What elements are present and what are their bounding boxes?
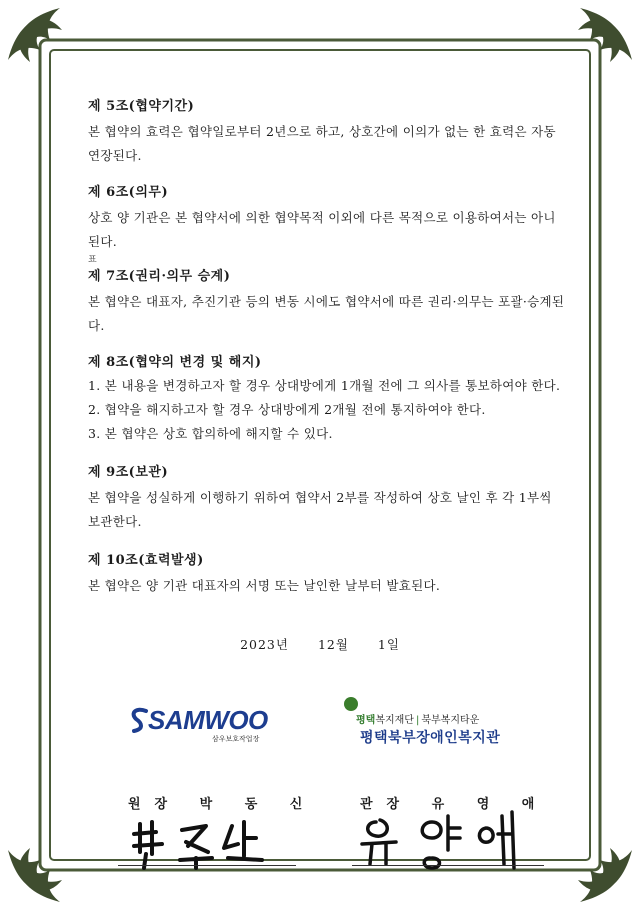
article-9 (88, 462, 568, 534)
date-year: 2023년 (240, 637, 289, 652)
left-signature-line (118, 865, 296, 866)
left-handwritten-signature (126, 812, 296, 872)
samwoo-logo-subtitle: 삼우보호작업장 (212, 735, 260, 743)
article-item: 1. 본 내용을 변경하고자 할 경우 상대방에게 1개월 전에 그 의사를 통보하여야 한다. (88, 378, 561, 393)
article-item: 2. 협약을 해지하고자 할 경우 상대방에게 2개월 전에 통지하여야 한다. (88, 402, 486, 417)
corner-ornament-bl (8, 848, 62, 902)
right-signer-title: 관장 유 영 애 (360, 797, 549, 812)
article-body: 본 협약은 양 기관 대표자의 서명 또는 날인한 날부터 발효된다. (88, 578, 441, 593)
right-handwritten-signature (356, 808, 546, 872)
article-body: 상호 양 기관은 본 협약서에 의한 협약목적 이외에 다른 목적으로 이용하여서는 아니된다. (88, 210, 556, 249)
corner-ornament-tr (578, 8, 632, 62)
agreement-date (0, 635, 640, 653)
article-title: 제 10조(효력발생) (88, 553, 204, 568)
samwoo-emblem-icon (128, 707, 150, 735)
article-7 (88, 266, 568, 338)
article-title: 제 7조(권리·의무 승계) (88, 269, 231, 284)
corner-ornament-tl (8, 8, 62, 62)
left-signer-title: 원장 박 동 신 (128, 797, 317, 812)
date-day: 1일 (377, 637, 400, 652)
article-10 (88, 550, 568, 598)
article-body: 본 협약은 대표자, 추진기관 등의 변동 시에도 협약서에 따른 권리·의무는 포괄·승계된다. (88, 294, 565, 333)
green-leaf-icon (344, 697, 358, 711)
article-item: 3. 본 협약은 상호 합의하에 해지할 수 있다. (88, 426, 333, 441)
article-5 (88, 96, 568, 168)
corner-ornament-br (578, 848, 632, 902)
logo-top-line: 평택복지재단 | 북부복지타운 (356, 715, 480, 726)
article-body: 본 협약의 효력은 협약일로부터 2년으로 하고, 상호간에 이의가 없는 한 효력은 자동 연장된다. (88, 124, 556, 163)
samwoo-logo (128, 705, 268, 745)
date-month: 12월 (317, 637, 349, 652)
right-signature-line (352, 865, 544, 866)
logo-main-text: 평택북부장애인복지관 (360, 730, 501, 746)
article-title: 제 6조(의무) (88, 185, 169, 200)
article-title: 제 5조(협약기간) (88, 99, 195, 114)
agreement-articles (88, 96, 568, 598)
stray-mark: 표 (88, 255, 97, 265)
article-title: 제 8조(협약의 변경 및 해지) (88, 355, 262, 370)
pyeongtaek-welfare-logo (340, 693, 560, 753)
article-6 (88, 182, 568, 266)
article-body: 본 협약을 성실하게 이행하기 위하여 협약서 2부를 작성하여 상호 날인 후 각 1부씩 보관한다. (88, 490, 552, 529)
article-title: 제 9조(보관) (88, 465, 169, 480)
article-8 (88, 352, 568, 446)
samwoo-logo-text: SAMWOO (148, 705, 268, 735)
